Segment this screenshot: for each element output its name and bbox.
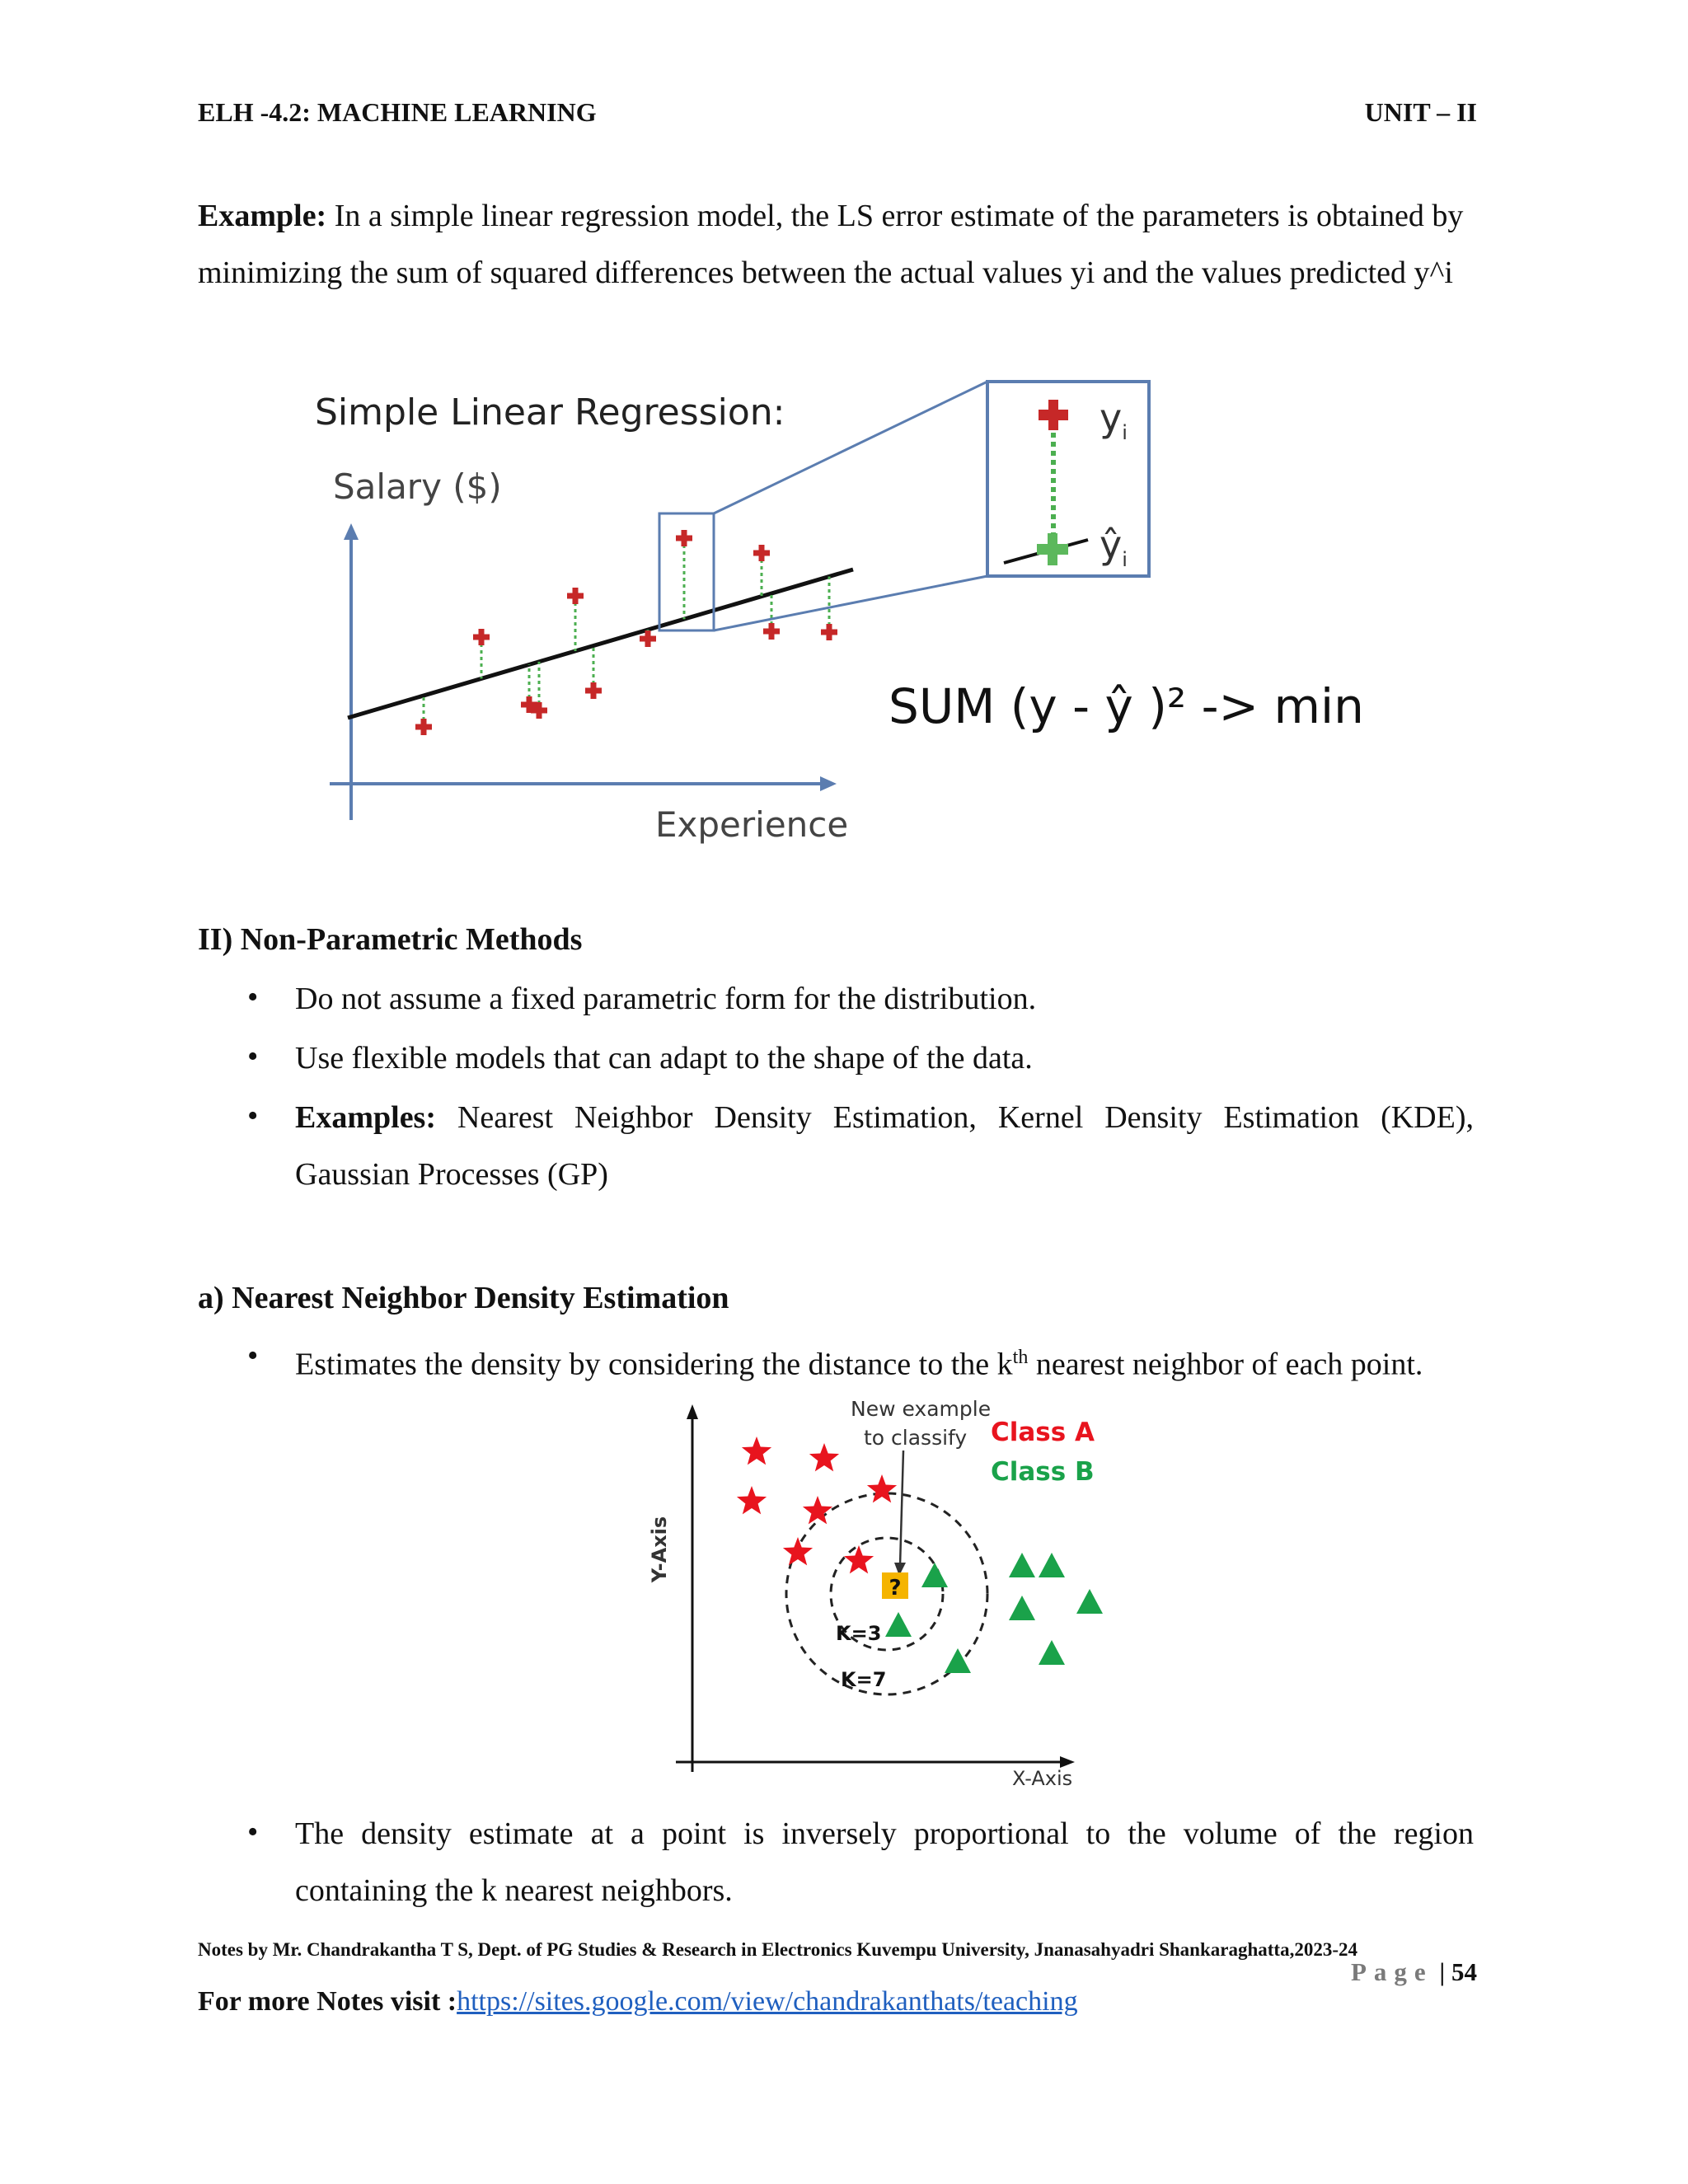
regression-line (348, 569, 853, 718)
class-a-star (803, 1496, 832, 1524)
class-a-star (867, 1474, 897, 1502)
k7-label: K=7 (841, 1668, 887, 1691)
section-heading-nn-density: a) Nearest Neighbor Density Estimation (198, 1281, 729, 1315)
example-paragraph (198, 188, 1467, 302)
example-text: In a simple linear regression model, the LS error estimate of the parameters is obtained by minimizing the sum of squared differences between the actual values yi and the values predicted y^i (198, 199, 1464, 290)
bullet-icon: • (247, 980, 259, 1015)
zoom-actual-label: $y_i$ (1100, 396, 1128, 444)
class-b-triangle (1039, 1553, 1065, 1577)
bullet-text: Do not assume a fixed parametric form for the distribution. (295, 982, 1037, 1016)
data-point (753, 545, 770, 561)
knn-new-example-label: New example (851, 1397, 992, 1421)
query-mark: ? (889, 1576, 902, 1601)
data-point (763, 623, 780, 640)
footer-notes: Notes by Mr. Chandrakantha T S, Dept. of PG Studies & Research in Electronics Kuvempu University, Jnanasahyadri Shankaraghatta,2023-24 (198, 1939, 1357, 1960)
example-label: Example: (198, 199, 327, 233)
bullet-density-volume: The density estimate at a point is inversely proportional to the volume of the region containing the k nearest neighbors. (295, 1816, 1474, 1908)
class-b-triangle (1039, 1640, 1065, 1665)
k3-label: K=3 (836, 1622, 882, 1645)
footer-page-number: Page | 54 (1350, 1957, 1477, 1986)
bullet-nn-distance: Estimates the density by considering the distance to the $k^{th}$ nearest neighbor of each point. (295, 1347, 1423, 1382)
class-a-star (809, 1443, 839, 1471)
class-b-triangle (1076, 1589, 1103, 1614)
footer-visit-label: For more Notes visit : (198, 1986, 457, 2017)
section-heading-nonparametric: II) Non-Parametric Methods (198, 922, 583, 957)
class-b-triangle (1009, 1596, 1035, 1620)
data-point (676, 530, 692, 546)
legend-class-a: Class A (991, 1418, 1095, 1447)
data-point (585, 682, 602, 699)
bullet-icon: • (247, 1039, 259, 1074)
class-b-triangle (945, 1648, 971, 1673)
class-b-triangle (885, 1612, 912, 1637)
zoom-predicted-label: $ŷ_i$ (1100, 523, 1128, 571)
notes-url-link[interactable]: https://sites.google.com/view/chandrakanthats/teaching (457, 1986, 1078, 2017)
bullet-text: Use flexible models that can adapt to the shape of the data. (295, 1041, 1033, 1076)
regression-formula: SUM (y - ŷ )² -> min (889, 678, 1364, 734)
data-point (821, 624, 837, 640)
knn-xaxis-label: X-Axis (1012, 1767, 1073, 1790)
data-point (567, 588, 584, 604)
data-point (473, 629, 490, 645)
regression-figure (305, 375, 1385, 861)
class-b-triangle (1009, 1553, 1035, 1577)
regression-title: Simple Linear Regression: (315, 391, 785, 434)
class-a-star (783, 1537, 813, 1565)
header-unit: UNIT – II (1364, 97, 1477, 127)
examples-label: Examples: (295, 1100, 436, 1135)
class-a-star (844, 1545, 874, 1573)
class-a-star (737, 1486, 767, 1514)
footer-visit (198, 1986, 1078, 2018)
knn-yaxis-label: Y-Axis (648, 1516, 671, 1583)
bullet-icon: • (247, 1338, 259, 1373)
regression-xlabel: Experience (655, 804, 849, 845)
legend-class-b: Class B (991, 1457, 1095, 1487)
knn-pointer-arrow (900, 1451, 903, 1566)
examples-text: Nearest Neighbor Density Estimation, Kernel Density Estimation (KDE), Gaussian Processes (GP) (295, 1100, 1474, 1192)
regression-ylabel: Salary ($) (333, 466, 502, 507)
bullet-icon: • (247, 1815, 259, 1849)
header-course-title: ELH -4.2: MACHINE LEARNING (198, 97, 597, 127)
knn-figure (648, 1393, 1113, 1797)
data-point (415, 719, 432, 735)
zoom-connector-bottom (714, 576, 987, 630)
bullet-examples (295, 1090, 1474, 1203)
knn-to-classify-label: to classify (864, 1426, 968, 1450)
regression-points (415, 530, 837, 735)
class-b-triangle (921, 1563, 948, 1587)
bullet-icon: • (247, 1099, 259, 1133)
class-a-star (742, 1436, 771, 1465)
